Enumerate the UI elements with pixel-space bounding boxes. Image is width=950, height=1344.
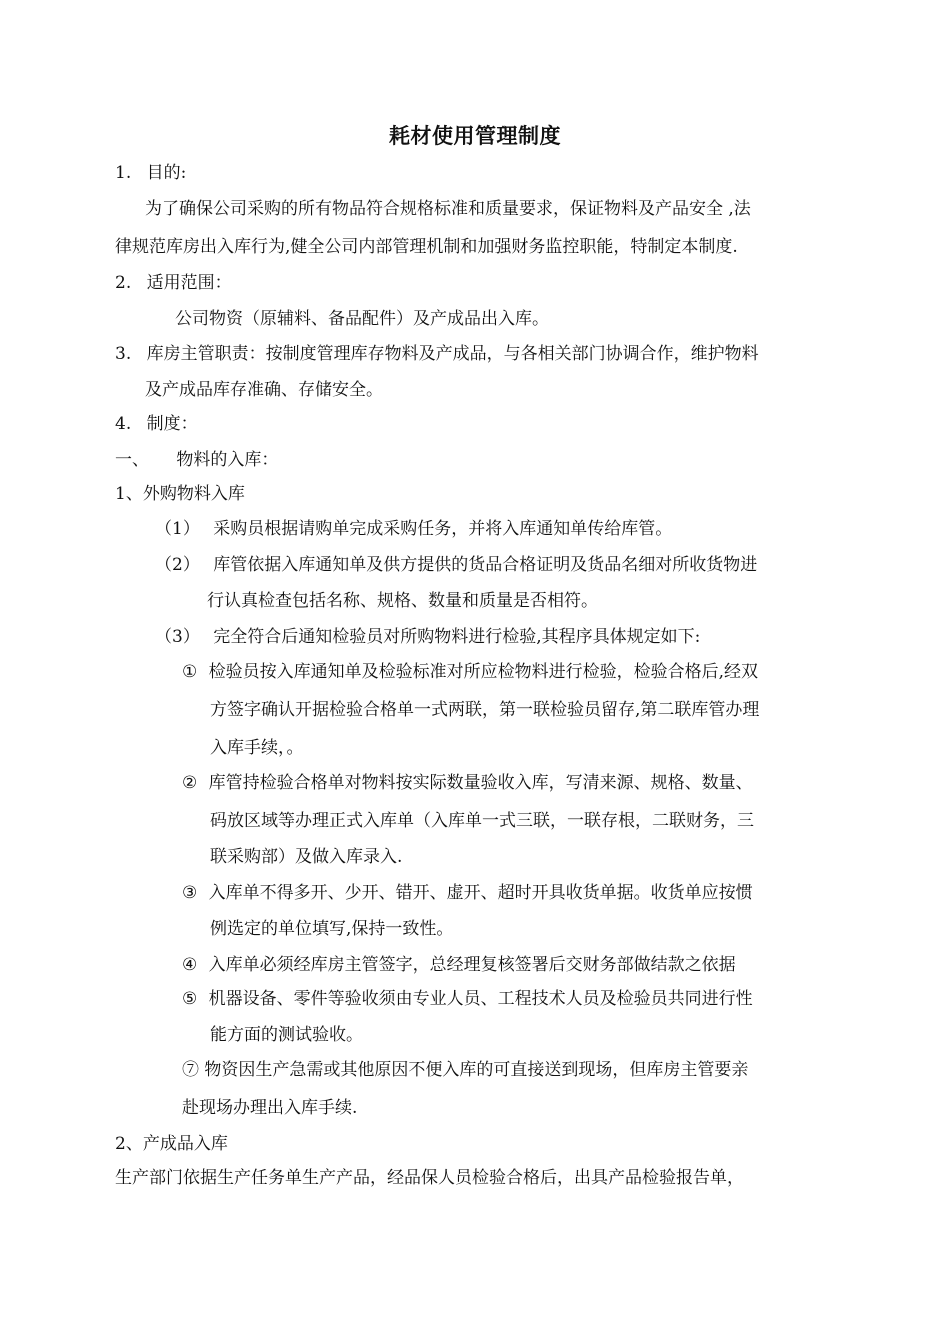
clause-text: 完全符合后通知检验员对所购物料进行检验,其程序具体规定如下:: [213, 627, 701, 647]
section-duty-line-1: [115, 342, 759, 366]
item-text: 入库单必须经库房主管签字，总经理复核签署后交财务部做结款之依据: [208, 955, 736, 975]
item-number: ①: [182, 662, 198, 682]
item-2-line-3: 联采购部）及做入库录入.: [210, 847, 403, 867]
section-number: 1.: [115, 163, 132, 183]
clause-text: 库管依据入库通知单及供方提供的货品合格证明及货品名细对所收货物进: [213, 555, 758, 575]
item-text: 检验员按入库通知单及检验标准对所应检物料进行检验，检验合格后,经双: [208, 662, 759, 682]
section-label: 目的:: [146, 163, 187, 183]
section-label: 适用范围：: [146, 273, 232, 293]
item-5-line-1: [182, 987, 753, 1011]
item-3-line-1: [182, 881, 753, 905]
item-text: 入库单不得多开、少开、错开、虚开、超时开具收货单据。收货单应按惯: [208, 883, 753, 903]
clause-1: [155, 517, 672, 541]
item-4: [182, 953, 736, 977]
part-label: 物料的入库：: [176, 450, 279, 470]
purpose-text-line-2: 律规范库房出入库行为,健全公司内部管理机制和加强财务监控职能，特制定本制度.: [115, 237, 738, 257]
item-1-line-3: 入库手续，。: [210, 738, 304, 758]
section-label: 制度：: [146, 414, 198, 434]
section-number: 2.: [115, 273, 132, 293]
item-number: ④: [182, 955, 198, 975]
clause-number: （2）: [155, 555, 200, 575]
item-text: 机器设备、零件等验收须由专业人员、工程技术人员及检验员共同进行性: [208, 989, 753, 1009]
part-number: 一、: [115, 450, 149, 470]
clause-text: 采购员根据请购单完成采购任务，并将入库通知单传给库管。: [213, 519, 673, 539]
section-number: 3.: [115, 344, 132, 364]
item-text: 库管持检验合格单对物料按实际数量验收入库，写清来源、规格、数量、: [208, 773, 753, 793]
clause-number: （3）: [155, 627, 200, 647]
clause-2-line-2: 行认真检查包括名称、规格、数量和质量是否相符。: [207, 591, 598, 611]
clause-3: [155, 625, 700, 649]
scope-text: 公司物资（原辅料、备品配件）及产成品出入库。: [175, 309, 549, 329]
clause-2-line-1: [155, 553, 757, 577]
duty-text-line-2: 及产成品库存准确、存储安全。: [145, 380, 383, 400]
item-1-line-1: [182, 660, 758, 684]
item-5-line-2: 能方面的测试验收。: [210, 1025, 363, 1045]
section-number: 4.: [115, 414, 132, 434]
item-7-line-2: 赴现场办理出入库手续.: [182, 1098, 358, 1118]
purpose-text-line-1: 为了确保公司采购的所有物品符合规格标准和质量要求，保证物料及产品安全 ,法: [145, 199, 751, 219]
item-number: ②: [182, 773, 198, 793]
item-2-line-1: [182, 771, 753, 795]
item-number: ⑤: [182, 989, 198, 1009]
item-3-line-2: 例选定的单位填写,保持一致性。: [210, 919, 454, 939]
clause-number: （1）: [155, 519, 200, 539]
part-one-heading: [115, 448, 278, 472]
duty-text-line-1: 库房主管职责：按制度管理库存物料及产成品，与各相关部门协调合作，维护物料: [146, 344, 759, 364]
subsection-purchased-materials: 1、外购物料入库: [115, 484, 245, 504]
section-scope-heading: [115, 271, 232, 295]
section-rules-heading: [115, 412, 198, 436]
item-2-line-2: 码放区域等办理正式入库单（入库单一式三联，一联存根，二联财务，三: [210, 811, 754, 831]
document-title: 耗材使用管理制度: [389, 124, 561, 148]
item-7-line-1: ⑦ 物资因生产急需或其他原因不便入库的可直接送到现场，但库房主管要亲: [182, 1060, 749, 1080]
subsection-finished-products: 2、产成品入库: [115, 1134, 228, 1154]
item-1-line-2: 方签字确认开据检验合格单一式两联，第一联检验员留存,第二联库管办理: [210, 700, 760, 720]
item-number: ③: [182, 883, 198, 903]
section-purpose-heading: [115, 161, 186, 185]
finished-products-text: 生产部门依据生产任务单生产产品，经品保人员检验合格后，出具产品检验报告单，: [115, 1168, 744, 1188]
